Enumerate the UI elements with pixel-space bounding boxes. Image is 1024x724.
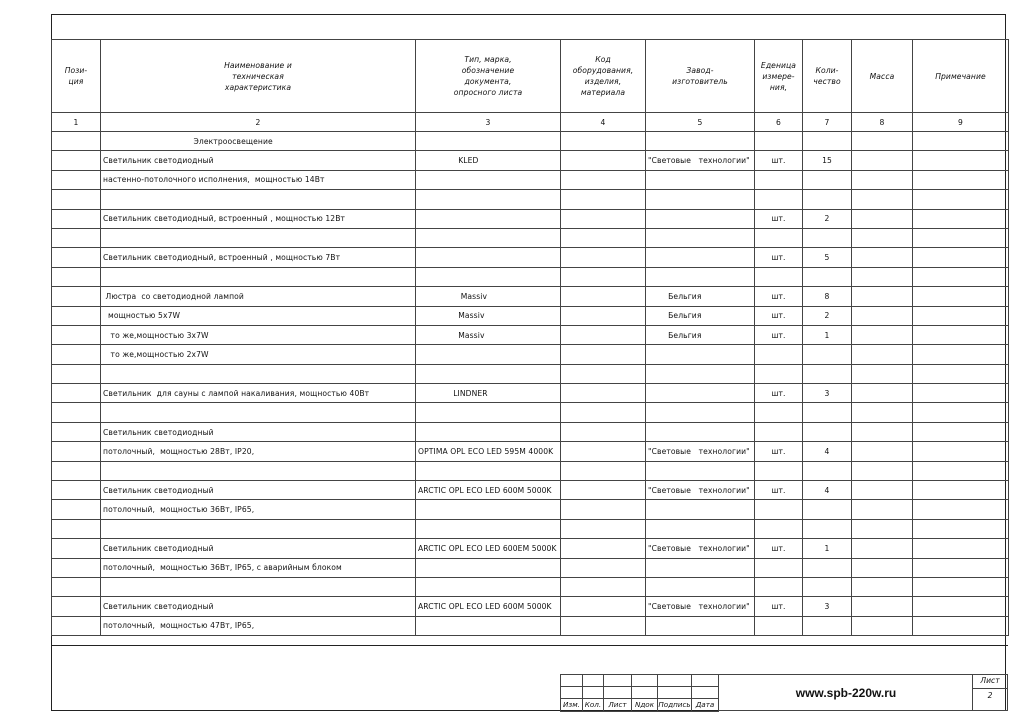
row-name: Светильник светодиодный	[101, 597, 416, 616]
row-unit	[755, 228, 803, 247]
row-quantity: 4	[803, 481, 852, 500]
table-row	[52, 209, 1009, 228]
row-maker: "Световые технологии"	[646, 481, 755, 500]
row-name: Светильник светодиодный	[101, 151, 416, 170]
row-position	[52, 481, 101, 500]
table-row	[52, 442, 1009, 461]
row-maker: Бельгия	[646, 287, 755, 306]
row-note	[913, 151, 1009, 170]
header-mass: Масса	[852, 40, 913, 113]
row-position	[52, 422, 101, 441]
row-note	[913, 500, 1009, 519]
row-mass	[852, 228, 913, 247]
row-mass	[852, 558, 913, 577]
row-name	[101, 228, 416, 247]
row-quantity	[803, 132, 852, 151]
row-code	[561, 248, 646, 267]
stamp-count: Кол.	[583, 699, 604, 711]
row-type	[416, 170, 561, 189]
row-note	[913, 519, 1009, 538]
row-code	[561, 597, 646, 616]
row-note	[913, 306, 1009, 325]
row-quantity	[803, 577, 852, 596]
row-code	[561, 151, 646, 170]
table-row	[52, 151, 1009, 170]
table-row	[52, 325, 1009, 344]
row-position	[52, 577, 101, 596]
row-maker	[646, 558, 755, 577]
row-position	[52, 345, 101, 364]
row-maker	[646, 577, 755, 596]
row-code	[561, 306, 646, 325]
row-note	[913, 267, 1009, 286]
row-mass	[852, 539, 913, 558]
row-type: LINDNER	[416, 384, 561, 403]
row-position	[52, 403, 101, 422]
row-position	[52, 325, 101, 344]
row-unit: шт.	[755, 481, 803, 500]
row-position	[52, 151, 101, 170]
row-mass	[852, 151, 913, 170]
col-number: 5	[646, 113, 755, 132]
table-row	[52, 345, 1009, 364]
row-position	[52, 519, 101, 538]
table-row	[52, 170, 1009, 189]
row-code	[561, 345, 646, 364]
header-quantity: Коли- чество	[803, 40, 852, 113]
row-mass	[852, 577, 913, 596]
row-type	[416, 132, 561, 151]
row-name	[101, 267, 416, 286]
row-quantity	[803, 228, 852, 247]
header-code: Код оборудования, изделия, материала	[561, 40, 646, 113]
row-name: мощностью 5х7W	[101, 306, 416, 325]
row-mass	[852, 422, 913, 441]
col-number: 7	[803, 113, 852, 132]
row-unit: шт.	[755, 597, 803, 616]
table-row	[52, 287, 1009, 306]
row-note	[913, 597, 1009, 616]
row-name: потолочный, мощностью 28Вт, IP20,	[101, 442, 416, 461]
table-header	[52, 40, 1009, 113]
row-type	[416, 577, 561, 596]
table-row	[52, 267, 1009, 286]
row-name: Электроосвещение	[101, 132, 416, 151]
row-position	[52, 539, 101, 558]
row-note	[913, 616, 1009, 635]
col-number: 1	[52, 113, 101, 132]
row-note	[913, 325, 1009, 344]
column-number-row	[52, 113, 1009, 132]
row-quantity	[803, 461, 852, 480]
row-type	[416, 209, 561, 228]
table-row	[52, 500, 1009, 519]
header-unit: Еденица измере- ния,	[755, 40, 803, 113]
row-type	[416, 267, 561, 286]
stamp-change: Изм.	[561, 699, 583, 711]
row-maker	[646, 364, 755, 383]
row-quantity: 3	[803, 384, 852, 403]
table-row	[52, 248, 1009, 267]
stamp-date: Дата	[692, 699, 719, 711]
row-type	[416, 228, 561, 247]
row-unit	[755, 132, 803, 151]
row-position	[52, 384, 101, 403]
row-position	[52, 287, 101, 306]
row-quantity	[803, 616, 852, 635]
row-quantity	[803, 170, 852, 189]
specification-table	[51, 39, 1009, 636]
row-note	[913, 287, 1009, 306]
row-note	[913, 422, 1009, 441]
table-row	[52, 132, 1009, 151]
row-mass	[852, 306, 913, 325]
row-type: KLED	[416, 151, 561, 170]
row-unit: шт.	[755, 306, 803, 325]
row-note	[913, 170, 1009, 189]
row-quantity	[803, 267, 852, 286]
row-maker	[646, 209, 755, 228]
row-maker	[646, 403, 755, 422]
row-code	[561, 228, 646, 247]
row-code	[561, 558, 646, 577]
row-maker	[646, 461, 755, 480]
row-code	[561, 384, 646, 403]
row-unit	[755, 577, 803, 596]
row-quantity	[803, 364, 852, 383]
row-quantity: 5	[803, 248, 852, 267]
row-mass	[852, 267, 913, 286]
row-code	[561, 519, 646, 538]
row-name: то же,мощностью 3х7W	[101, 325, 416, 344]
row-note	[913, 209, 1009, 228]
row-maker: Бельгия	[646, 325, 755, 344]
row-maker: "Световые технологии"	[646, 442, 755, 461]
table-row	[52, 481, 1009, 500]
row-note	[913, 228, 1009, 247]
row-type: ARCTIC OPL ECO LED 600M 5000K	[416, 481, 561, 500]
row-position	[52, 500, 101, 519]
stamp-sheet: Лист	[604, 699, 632, 711]
row-name	[101, 519, 416, 538]
row-type	[416, 558, 561, 577]
col-number: 8	[852, 113, 913, 132]
row-code	[561, 539, 646, 558]
header-position: Пози- ция	[52, 40, 101, 113]
table-row	[52, 539, 1009, 558]
row-position	[52, 170, 101, 189]
col-number: 9	[913, 113, 1009, 132]
row-unit	[755, 422, 803, 441]
row-code	[561, 481, 646, 500]
row-code	[561, 267, 646, 286]
table-row	[52, 461, 1009, 480]
row-code	[561, 500, 646, 519]
row-position	[52, 461, 101, 480]
row-mass	[852, 345, 913, 364]
row-unit: шт.	[755, 384, 803, 403]
row-name	[101, 461, 416, 480]
table-row	[52, 228, 1009, 247]
row-note	[913, 539, 1009, 558]
row-mass	[852, 442, 913, 461]
row-maker: "Световые технологии"	[646, 597, 755, 616]
table-row	[52, 190, 1009, 209]
row-note	[913, 248, 1009, 267]
row-name	[101, 577, 416, 596]
sheet-number: 2	[987, 691, 993, 700]
row-maker	[646, 132, 755, 151]
row-quantity	[803, 403, 852, 422]
row-code	[561, 403, 646, 422]
website-label: www.spb-220w.ru	[718, 674, 973, 711]
row-type	[416, 403, 561, 422]
row-code	[561, 461, 646, 480]
table-row	[52, 597, 1009, 616]
row-type: ARCTIC OPL ECO LED 600EM 5000K	[416, 539, 561, 558]
row-note	[913, 190, 1009, 209]
row-maker	[646, 267, 755, 286]
row-unit	[755, 519, 803, 538]
row-position	[52, 190, 101, 209]
row-note	[913, 403, 1009, 422]
row-unit: шт.	[755, 209, 803, 228]
col-number: 4	[561, 113, 646, 132]
row-note	[913, 577, 1009, 596]
row-quantity: 2	[803, 306, 852, 325]
row-maker: "Световые технологии"	[646, 539, 755, 558]
row-type	[416, 248, 561, 267]
row-quantity	[803, 190, 852, 209]
table-row	[52, 403, 1009, 422]
row-maker: Бельгия	[646, 306, 755, 325]
row-quantity: 2	[803, 209, 852, 228]
row-quantity: 8	[803, 287, 852, 306]
table-row	[52, 616, 1009, 635]
row-mass	[852, 403, 913, 422]
row-unit	[755, 558, 803, 577]
row-unit: шт.	[755, 287, 803, 306]
row-note	[913, 558, 1009, 577]
row-note	[913, 132, 1009, 151]
row-note	[913, 461, 1009, 480]
row-mass	[852, 170, 913, 189]
row-name: Светильник светодиодный	[101, 481, 416, 500]
row-unit	[755, 461, 803, 480]
table-bottom-line	[51, 645, 1008, 646]
table-row	[52, 306, 1009, 325]
row-mass	[852, 364, 913, 383]
table-row	[52, 519, 1009, 538]
stamp-doc-number: Nдок	[632, 699, 658, 711]
row-type: Massiv	[416, 287, 561, 306]
row-unit	[755, 616, 803, 635]
row-unit: шт.	[755, 248, 803, 267]
row-position	[52, 209, 101, 228]
row-unit: шт.	[755, 539, 803, 558]
sheet-label: Лист	[973, 676, 1007, 689]
row-name	[101, 190, 416, 209]
row-mass	[852, 384, 913, 403]
row-name	[101, 364, 416, 383]
row-name: Светильник светодиодный	[101, 422, 416, 441]
row-code	[561, 287, 646, 306]
stamp-signature: Подпись	[658, 700, 691, 710]
row-type: Massiv	[416, 306, 561, 325]
row-position	[52, 597, 101, 616]
row-maker	[646, 616, 755, 635]
row-maker	[646, 422, 755, 441]
row-unit	[755, 364, 803, 383]
row-type	[416, 519, 561, 538]
row-mass	[852, 287, 913, 306]
row-unit	[755, 403, 803, 422]
row-note	[913, 384, 1009, 403]
row-code	[561, 209, 646, 228]
header-maker: Завод- изготовитель	[646, 40, 755, 113]
row-position	[52, 442, 101, 461]
row-code	[561, 190, 646, 209]
row-position	[52, 132, 101, 151]
col-number: 3	[416, 113, 561, 132]
row-mass	[852, 248, 913, 267]
row-mass	[852, 519, 913, 538]
row-unit	[755, 170, 803, 189]
row-note	[913, 481, 1009, 500]
title-block-stamp	[560, 674, 719, 712]
row-mass	[852, 616, 913, 635]
row-mass	[852, 481, 913, 500]
row-quantity: 4	[803, 442, 852, 461]
header-type: Тип, марка, обозначение документа, опросного листа	[416, 40, 561, 113]
row-mass	[852, 597, 913, 616]
row-code	[561, 577, 646, 596]
row-maker: "Световые технологии"	[646, 151, 755, 170]
row-note	[913, 364, 1009, 383]
row-code	[561, 422, 646, 441]
sheet-number-box	[972, 674, 1008, 711]
row-name: настенно-потолочного исполнения, мощностью 14Вт	[101, 170, 416, 189]
row-code	[561, 364, 646, 383]
row-position	[52, 558, 101, 577]
row-type: ARCTIC OPL ECO LED 600M 5000K	[416, 597, 561, 616]
row-type	[416, 190, 561, 209]
row-unit	[755, 190, 803, 209]
col-number: 6	[755, 113, 803, 132]
row-name: Светильник для сауны с лампой накаливания, мощностью 40Вт	[101, 384, 416, 403]
row-name: потолочный, мощностью 47Вт, IP65,	[101, 616, 416, 635]
table-row	[52, 577, 1009, 596]
row-unit: шт.	[755, 442, 803, 461]
row-maker	[646, 519, 755, 538]
row-type	[416, 616, 561, 635]
row-mass	[852, 190, 913, 209]
row-unit	[755, 500, 803, 519]
row-maker	[646, 248, 755, 267]
row-quantity: 1	[803, 539, 852, 558]
header-note: Примечание	[913, 40, 1009, 113]
row-type	[416, 461, 561, 480]
row-quantity	[803, 558, 852, 577]
table-row	[52, 422, 1009, 441]
row-name: то же,мощностью 2х7W	[101, 345, 416, 364]
row-maker	[646, 228, 755, 247]
row-position	[52, 248, 101, 267]
row-unit	[755, 267, 803, 286]
row-code	[561, 170, 646, 189]
row-position	[52, 364, 101, 383]
row-name: потолочный, мощностью 36Вт, IP65, с аварийным блоком	[101, 558, 416, 577]
row-position	[52, 267, 101, 286]
row-quantity: 1	[803, 325, 852, 344]
row-code	[561, 325, 646, 344]
table-row	[52, 384, 1009, 403]
row-quantity: 3	[803, 597, 852, 616]
row-unit: шт.	[755, 151, 803, 170]
row-position	[52, 616, 101, 635]
row-type	[416, 345, 561, 364]
row-maker	[646, 500, 755, 519]
row-code	[561, 132, 646, 151]
row-quantity	[803, 422, 852, 441]
row-mass	[852, 500, 913, 519]
row-type	[416, 500, 561, 519]
row-position	[52, 306, 101, 325]
table-row	[52, 558, 1009, 577]
row-unit	[755, 345, 803, 364]
row-maker	[646, 384, 755, 403]
row-name: потолочный, мощностью 36Вт, IP65,	[101, 500, 416, 519]
row-mass	[852, 209, 913, 228]
row-name: Светильник светодиодный	[101, 539, 416, 558]
row-type	[416, 422, 561, 441]
row-maker	[646, 190, 755, 209]
row-type	[416, 364, 561, 383]
row-position	[52, 228, 101, 247]
row-quantity	[803, 500, 852, 519]
row-mass	[852, 132, 913, 151]
row-name: Светильник светодиодный, встроенный , мощностью 7Вт	[101, 248, 416, 267]
row-name	[101, 403, 416, 422]
row-name: Люстра со светодиодной лампой	[101, 287, 416, 306]
header-name: Наименование и техническая характеристика	[101, 40, 416, 113]
col-number: 2	[101, 113, 416, 132]
row-code	[561, 616, 646, 635]
row-quantity: 15	[803, 151, 852, 170]
row-note	[913, 442, 1009, 461]
row-mass	[852, 461, 913, 480]
row-name: Светильник светодиодный, встроенный , мощностью 12Вт	[101, 209, 416, 228]
row-code	[561, 442, 646, 461]
row-maker	[646, 345, 755, 364]
row-mass	[852, 325, 913, 344]
row-quantity	[803, 519, 852, 538]
table-row	[52, 364, 1009, 383]
row-unit: шт.	[755, 325, 803, 344]
row-note	[913, 345, 1009, 364]
row-maker	[646, 170, 755, 189]
row-quantity	[803, 345, 852, 364]
row-type: OPTIMA OPL ECO LED 595M 4000K	[416, 442, 561, 461]
row-type: Massiv	[416, 325, 561, 344]
